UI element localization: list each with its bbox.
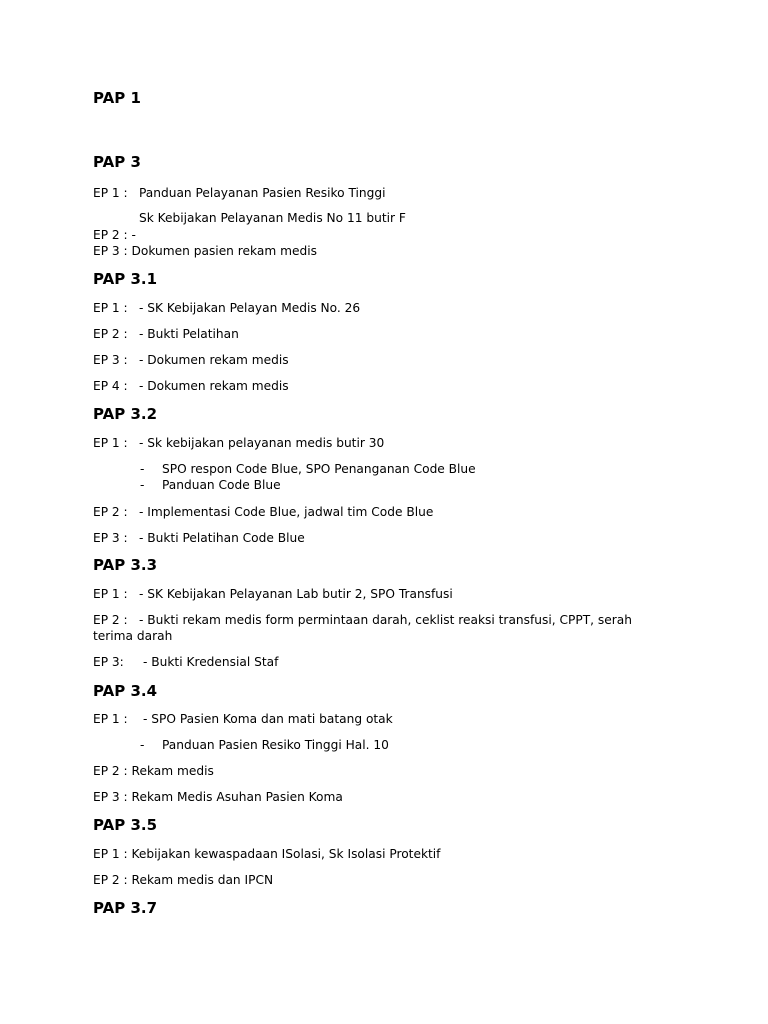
pap3-2-bullet-1: - [140, 462, 145, 476]
heading-pap-3-1: PAP 3.1 [93, 270, 158, 288]
pap3-2-ep3-text: - Bukti Pelatihan Code Blue [139, 531, 305, 545]
pap3-ep1-text: Panduan Pelayanan Pasien Resiko Tinggi [139, 186, 386, 200]
pap3-3-ep3-text: - Bukti Kredensial Staf [143, 655, 279, 669]
heading-pap-3-7: PAP 3.7 [93, 899, 158, 917]
pap3-2-ep2-label: EP 2 : [93, 505, 128, 519]
pap3-5-ep1: EP 1 : Kebijakan kewaspadaan ISolasi, Sk Isolasi Protektif [93, 847, 441, 861]
pap3-ep3: EP 3 : Dokumen pasien rekam medis [93, 244, 317, 258]
pap3-1-ep3-text: - Dokumen rekam medis [139, 353, 289, 367]
pap3-2-ep1-sub-1: SPO respon Code Blue, SPO Penanganan Code Blue [162, 462, 476, 476]
heading-pap-3-5: PAP 3.5 [93, 816, 158, 834]
pap3-3-ep2 [93, 612, 653, 644]
pap3-1-ep2-label: EP 2 : [93, 327, 128, 341]
pap3-4-ep2: EP 2 : Rekam medis [93, 764, 214, 778]
pap3-2-ep1-sub-2: Panduan Code Blue [162, 478, 281, 492]
pap3-1-ep1-text: - SK Kebijakan Pelayan Medis No. 26 [139, 301, 361, 315]
pap3-1-ep3-label: EP 3 : [93, 353, 128, 367]
pap3-1-ep4-label: EP 4 : [93, 379, 128, 393]
pap3-3-ep3-label: EP 3: [93, 655, 124, 669]
pap3-ep1-text-2: Sk Kebijakan Pelayanan Medis No 11 butir F [139, 211, 406, 225]
pap3-2-ep2-text: - Implementasi Code Blue, jadwal tim Code Blue [139, 505, 434, 519]
heading-pap-3-3: PAP 3.3 [93, 556, 158, 574]
pap3-3-ep2-text: - Bukti rekam medis form permintaan darah, ceklist reaksi transfusi, CPPT, serah terima darah [93, 613, 632, 643]
heading-pap-1: PAP 1 [93, 89, 141, 107]
pap3-2-bullet-2: - [140, 478, 145, 492]
pap3-1-ep1-label: EP 1 : [93, 301, 128, 315]
pap3-4-ep1-label: EP 1 : [93, 712, 128, 726]
pap3-4-ep1-sub-1: Panduan Pasien Resiko Tinggi Hal. 10 [162, 738, 389, 752]
pap3-4-ep1-text: - SPO Pasien Koma dan mati batang otak [143, 712, 393, 726]
heading-pap-3: PAP 3 [93, 153, 141, 171]
heading-pap-3-4: PAP 3.4 [93, 682, 158, 700]
pap3-1-ep2-text: - Bukti Pelatihan [139, 327, 239, 341]
pap3-ep2: EP 2 : - [93, 228, 136, 242]
pap3-2-ep3-label: EP 3 : [93, 531, 128, 545]
pap3-2-ep1-text: - Sk kebijakan pelayanan medis butir 30 [139, 436, 385, 450]
pap3-1-ep4-text: - Dokumen rekam medis [139, 379, 289, 393]
pap3-4-bullet-1: - [140, 738, 145, 752]
pap3-3-ep1-text: - SK Kebijakan Pelayanan Lab butir 2, SPO Transfusi [139, 587, 453, 601]
heading-pap-3-2: PAP 3.2 [93, 405, 158, 423]
pap3-3-ep2-label: EP 2 : [93, 613, 128, 627]
pap3-5-ep2: EP 2 : Rekam medis dan IPCN [93, 873, 274, 887]
pap3-3-ep1-label: EP 1 : [93, 587, 128, 601]
pap3-2-ep1-label: EP 1 : [93, 436, 128, 450]
pap3-ep1-label: EP 1 : [93, 186, 128, 200]
pap3-4-ep3: EP 3 : Rekam Medis Asuhan Pasien Koma [93, 790, 343, 804]
